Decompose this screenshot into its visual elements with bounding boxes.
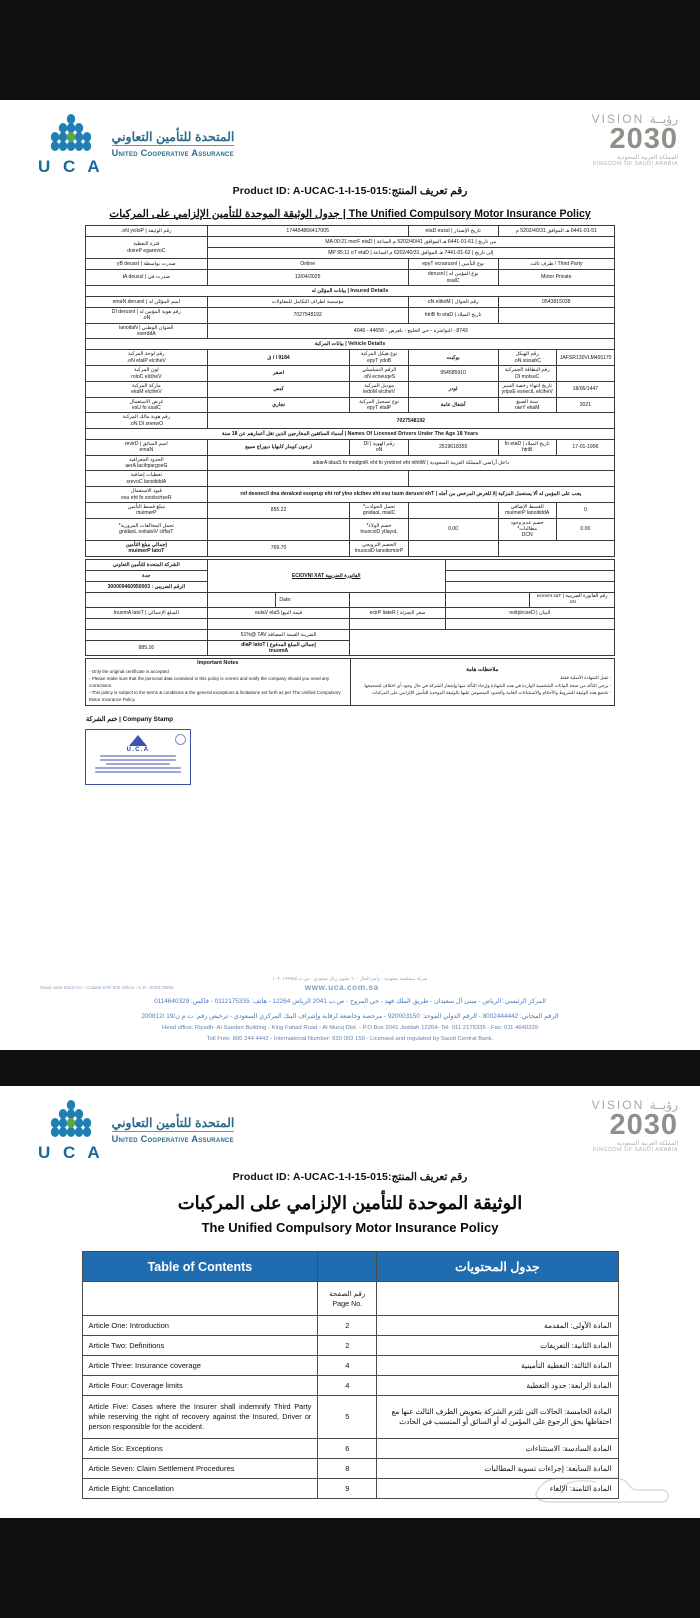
make-year-value: 2021 (556, 397, 614, 413)
toc-column-header-row (82, 1282, 618, 1316)
geographical-area-value: داخل أراضي المملكة العربية السعودية | Within the territory of the Kingdom of Saudi Arabia (207, 455, 614, 471)
list-item[interactable] (82, 1396, 618, 1439)
vision-2030-logo-2 (592, 1098, 678, 1153)
list-item[interactable] (82, 1458, 618, 1478)
tax-invoice-no-label: رقم الفاتورة الضريبية | Tax Invoice No. (530, 592, 615, 607)
loyalty-discount-value: 0.00 (408, 518, 498, 540)
policy-no-label: رقم الوثيقة | Policy No. (86, 226, 208, 237)
insured-mobile-label: رقم الجوال | Mobile No (408, 297, 498, 308)
stamp-triangle-icon (129, 735, 147, 746)
toc-entry-english: Article Eight: Cancellation (82, 1478, 318, 1498)
table-row (86, 471, 615, 487)
vision-word-arabic: رؤيــة (649, 1098, 678, 1112)
class-of-use-label: غرض الاستعمال Class of Use (86, 397, 208, 413)
toc-header-spacer (318, 1252, 377, 1282)
toc-entry-english: Article Two: Definitions (82, 1336, 318, 1356)
table-row (86, 308, 615, 324)
owner-id-value: 7027548192 (207, 413, 614, 429)
tax-data-3 (350, 618, 445, 629)
vision-word: VISION (591, 112, 645, 126)
issued-by-value: Online (207, 259, 408, 270)
chassis-no-value: JAFSR130VLM491170 (556, 350, 614, 366)
custom-id-label: رقم البطاقة الجمركية Custom ID (498, 366, 556, 382)
driver-name-value: ارجون كومار كابهايا ديوراج سبيع (207, 440, 350, 456)
note-item: - تخضع هذه الوثيقة للشروط والأحكام والاستثناءات العامة والحدود المنصوص عليها بالوثيقة الموحدة للتأمين الإلزامي على المركبات (372, 689, 611, 695)
footer-company-arabic: شركة مساهمة سعودية - رأس المال ٦٠٠ مليون ريال سعودي - س.ت ١٠٣٠١٧٩٩٥٥ (272, 976, 428, 982)
table-row (86, 350, 615, 366)
toc-col-blank-left (82, 1282, 318, 1316)
document-header-2 (0, 1086, 700, 1163)
table-row (86, 297, 615, 308)
policy-schedule-table (85, 225, 615, 556)
list-item[interactable] (82, 1376, 618, 1396)
footer-address-english-2: Toll Free: 800 244 4442 - International Number: 920 003 150 - Licensed and regulated by Saudi Central Bank. (206, 1036, 494, 1043)
table-row (86, 629, 615, 640)
toc-entry-english: Article Seven: Claim Settlement Procedures (82, 1458, 318, 1478)
note-item: - تقبل الشهادة الأصلية فقط (560, 675, 611, 681)
premium-label: مبلغ قسط التأمين Premium (86, 502, 208, 518)
policy-title-arabic: الوثيقة الموحدة للتأمين الإلزامي على المركبات (177, 1193, 523, 1213)
uca-logo-2 (38, 1098, 234, 1163)
toc-entry-english: Article One: Introduction (82, 1316, 318, 1336)
tax-invoice-no-blank-b (207, 592, 276, 607)
additional-premium-label: القسط الإضافي Additional Premium (498, 502, 556, 518)
table-row (86, 226, 615, 237)
page-no-arabic: رقم الصفحة (329, 1288, 366, 1298)
toc-entry-english: Article Three: Insurance coverage (82, 1356, 318, 1376)
insurance-type-label: نوع التأمين | Insurance Type (408, 259, 498, 270)
note-item: - Only the original certificate is accepted (89, 668, 169, 674)
promotional-discount-label: الخصم الترويجي Promotional Discount (350, 540, 408, 556)
toc-entry-page: 8 (318, 1458, 377, 1478)
toc-entry-arabic: المادة الثانية: التعريفات (377, 1336, 618, 1356)
stamp-text-line (106, 763, 170, 766)
table-row (86, 323, 615, 339)
note-item: - Please make sure that the personal data contained in this policy is correct and notify the company should you need any corrections. (89, 675, 330, 688)
insured-class-value: Motor Private (498, 270, 614, 286)
tax-invoice-table (85, 559, 615, 657)
issued-at-label: صدرت في | Issued At (86, 270, 208, 286)
toc-entry-arabic: المادة الثامنة: الإلغاء (377, 1478, 618, 1498)
sequence-no-label: الرقم التسلسلي Sequence No. (350, 366, 408, 382)
uca-abbreviation: U C A (38, 157, 104, 176)
tax-blank-3 (445, 581, 614, 592)
tax-data-2 (207, 618, 350, 629)
tax-col-total-amount: المبلغ الإجمالي | Total Amount (86, 607, 208, 618)
vehicle-details-section: بيانات المركبة | Vehicle Details (86, 339, 615, 350)
issued-at-value: 13/04/2025 (207, 270, 408, 286)
table-of-contents (82, 1251, 619, 1499)
issue-date-label: تاريخ الإصدار | Issue Date (408, 226, 498, 237)
driver-id-value: 2519618355 (408, 440, 498, 456)
total-premium-value: 769.70 (207, 540, 350, 556)
insured-class-label: نوع المؤمن له | Insured Class (408, 270, 498, 286)
page-no-english: Page No. (332, 1298, 363, 1308)
owner-id-label: رقم هوية مالك المركبة Owners ID No. (86, 413, 208, 429)
driver-id-label: رقم الهوية | ID No (350, 440, 408, 456)
vision-2030-logo (592, 112, 678, 167)
toc-header-row (82, 1252, 618, 1282)
plate-type-value: أشغال عامة (408, 397, 498, 413)
driver-name-label: اسم السائق | Driver Name (86, 440, 208, 456)
note-item: - يرجى التأكد من صحة البيانات الشخصية الواردة في هذه الشهادة وإرجاء التأكد منها وإشعار الشركة في حال وجود أي اختلاف لتصحيحها (364, 682, 611, 688)
vehicle-color-label: لون المركبة Vehicle Color (86, 366, 208, 382)
table-section-header (86, 429, 615, 440)
restrictions-value: يجب على المؤمن له ألا يستعمل المركبة إلا للغرض المرخص من أجله | The insured must use the vehicle only for the purpose declared and licensed for (207, 487, 614, 503)
notes-arabic-cell (350, 659, 615, 706)
table-row (86, 366, 615, 382)
license-expiry-value: 18/06/1447 (556, 381, 614, 397)
toc-entry-page: 4 (318, 1376, 377, 1396)
vehicle-make-label: ماركة المركبة Vehicle Make (86, 381, 208, 397)
company-stamp-label: ختم الشركة | Company Stamp (86, 715, 174, 723)
drivers-section: أسماء السائقين المخارجين الذين تقل أعمارهم عن 18 سنة | Names Of Licensed Drivers Under The Age 18 Years (86, 429, 615, 440)
brand-name-arabic: المتحدة للتأمين التعاوني (111, 1116, 235, 1131)
notes-title-english: Important Notes (197, 660, 239, 667)
tax-invoice-no-value (445, 592, 530, 607)
tax-col-sale-value: قيمة البيع| Sale Value (207, 607, 350, 618)
insured-id-value: 7027548192 (207, 308, 408, 324)
table-row (86, 502, 615, 518)
note-item: - This policy is subject to the terms & conditions & the general exceptions & limitations set forth as per The Unified Compulsory Motor Insurance Policy. (89, 689, 341, 702)
issued-by-label: صدرت بواسطة | Issued By (86, 259, 208, 270)
toc-entry-arabic: المادة السابعة: إجراءات تسوية المطالبات (377, 1458, 618, 1478)
vehicle-model-label: موديل المركبة Vehicle Model (350, 381, 408, 397)
stamp-text-line (100, 755, 176, 758)
toc-entry-english: Article Six: Exceptions (82, 1438, 318, 1458)
traffic-loading-label: تحمل المخالفات المرورية* Traffic Violation Loading (86, 518, 208, 540)
national-address-label: العنوان الوطني | National Address (86, 323, 208, 339)
policy-title-english: The Unified Compulsory Motor Insurance Policy (201, 1220, 499, 1235)
footer-address-english-1: Head office: Riyadh- Al Saedan Building - King Fahad Road - Al Muruj Dist. - P.O.Box 2041 Jeddah 12264- Tel: 011 2175335 - Fax: 011 4640329 (161, 1025, 539, 1032)
stamp-text-line (95, 767, 181, 769)
ncd-value: 0.00 (556, 518, 614, 540)
toc-entry-arabic: المادة الأولى: المقدمة (377, 1316, 618, 1336)
insurance-type-value: طرف ثالث / Third Party (498, 259, 614, 270)
table-row (86, 618, 615, 629)
table-section-header (86, 286, 615, 297)
coverage-period-label: فترة التغطية Coverage Period (86, 237, 208, 259)
vision-word: VISION (591, 1098, 645, 1112)
footer-company-english: Saudi Joint Stock Co. - Capital SAR 600 million - C.R. 4030179955 (40, 985, 174, 991)
toc-header-english: Table of Contents (82, 1252, 318, 1282)
notes-list-english (89, 669, 347, 704)
list-item[interactable] (82, 1316, 618, 1336)
brand-name-english: United Cooperative Assurance (111, 1133, 234, 1144)
geographical-area-label: الحدود الجغرافية Geographical Area (86, 455, 208, 471)
insured-id-label: رقم هوية المؤمن له | Insured ID No. (86, 308, 208, 324)
tax-data-4 (445, 618, 614, 629)
table-row (86, 413, 615, 429)
body-type-value: بوكبت (408, 350, 498, 366)
notes-title-arabic: ملاحظات هامة (466, 667, 499, 674)
product-id: Product ID: A-UCAC-1-I-15-015:رقم تعريف المنتج (232, 185, 468, 197)
claim-loading-value (408, 502, 498, 518)
national-address-value: 3478 - البواشرة - حي الخليج - بلعرض - 65644 - 6404 (207, 323, 614, 339)
toc-entry-arabic: المادة الخامسة: الحالات التي تلتزم الشركة بتعويض الطرف الثالث عنها مع احتفاظها بحق الرجوع على المؤمن له أو السائق أو المتسبب في الحادث (377, 1396, 618, 1439)
toc-entry-page: 5 (318, 1396, 377, 1439)
chassis-no-label: رقم الهيكل Chassis No. (498, 350, 556, 366)
class-of-use-value: تجاري (207, 397, 350, 413)
vision-word-arabic: رؤيــة (649, 112, 678, 126)
page-footer (0, 976, 700, 1044)
table-row (86, 607, 615, 618)
custom-id-value (556, 366, 614, 382)
tax-col-retail-price: سعر التجزئة | Retail Price (350, 607, 445, 618)
toc-entry-arabic: المادة الرابعة: حدود التغطية (377, 1376, 618, 1396)
tax-vat-value (86, 629, 208, 640)
product-id-2: Product ID: A-UCAC-1-I-15-015:رقم تعريف المنتج (232, 1171, 468, 1183)
footer-address-arabic-2: الرقم المجاني: 8002444442 - الرقم الدولي الموحد: 920003150 - مرخصة وخاضعة لرقابة وإشراف البنك المركزي السعودي - ترخيص رقم: ت م ن/19 /200812 (141, 1013, 559, 1021)
toc-entry-page: 6 (318, 1438, 377, 1458)
toc-entry-page: 2 (318, 1336, 377, 1356)
table-row (86, 270, 615, 286)
make-year-label: سنة الصنع Make Year (498, 397, 556, 413)
additional-covers-value-a (207, 471, 408, 487)
uca-abbreviation: U C A (38, 1143, 104, 1162)
traffic-loading-value (207, 518, 350, 540)
notes-list-arabic (354, 675, 612, 696)
tax-date-label: Date: (276, 592, 350, 607)
insured-mobile-value: 0543815038 (498, 297, 614, 308)
toc-entry-page: 9 (318, 1478, 377, 1498)
table-row (86, 559, 615, 570)
footer-address-arabic-1: المركز الرئيسي: الرياض - مبنى آل سعيدان - طريق الملك فهد - حي المروج - ص.ب 2041 الرياض 12264 - هاتف: 0112175335 - فاكس: 0114640329 (154, 998, 546, 1006)
ncd-label: خصم عدم وجود مطالبات* NCD (498, 518, 556, 540)
document-header (0, 100, 700, 177)
premium-blank-cell (498, 540, 614, 556)
vehicle-plate-value: 4819 ا ا ق (207, 350, 350, 366)
page-separator (0, 1050, 700, 1086)
toc-entry-page: 4 (318, 1356, 377, 1376)
toc-col-page-no (318, 1282, 377, 1316)
vehicle-plate-label: رقم لوحة المركبة Vehicle Plate No. (86, 350, 208, 366)
vehicle-color-value: اصفر (207, 366, 350, 382)
table-row (86, 592, 615, 607)
table-row (86, 540, 615, 556)
loyalty-discount-label: خصم الولاء* Loyalty Discount (350, 518, 408, 540)
table-section-header (86, 339, 615, 350)
toc-col-blank-right (377, 1282, 618, 1316)
toc-header-arabic: جدول المحتويات (377, 1252, 618, 1282)
important-notes-table (85, 658, 615, 706)
toc-entry-page: 2 (318, 1316, 377, 1336)
insured-name-value: مؤسسة اطراف التكامل للمقاولات (207, 297, 408, 308)
vision-kingdom-arabic: المملكة العربية السعودية (616, 1140, 678, 1147)
claim-loading-label: تحمل الحوادث* Claim Loading (350, 502, 408, 518)
total-premium-label: إجمالي مبلغ التأمين Total Premium (86, 540, 208, 556)
toc-entry-english: Article Four: Coverage limits (82, 1376, 318, 1396)
tax-blank-1 (445, 559, 614, 570)
footer-website[interactable]: www.uca.com.sa (304, 983, 379, 993)
page-title: جدول الوثيقة الموحدة للتأمين الإلزامي على المركبات | The Unified Compulsory Motor Insurance Policy (109, 208, 591, 220)
list-item[interactable] (82, 1438, 618, 1458)
additional-covers-value-b (408, 471, 614, 487)
plate-type-label: نوع تسجيل المركبة Plate Type (350, 397, 408, 413)
toc-entry-arabic: المادة السادسة: الاستثناءات (377, 1438, 618, 1458)
tax-col-description: البيان | Description (445, 607, 614, 618)
tax-total-paid-label: إجمالي المبلغ المدفوع | Total Paid Amount (207, 640, 350, 656)
tax-invoice-no-blank-a (86, 592, 208, 607)
tax-date-value (350, 592, 445, 607)
table-row (86, 659, 615, 706)
tax-city: جدة (86, 570, 208, 581)
vision-number: 2030 (609, 123, 678, 155)
brand-name-english: United Cooperative Assurance (111, 147, 234, 158)
vision-kingdom-arabic: المملكة العربية السعودية (616, 154, 678, 161)
restrictions-label: قيود الاستعمال Restrictions of the use (86, 487, 208, 503)
insured-dob-label: تاريخ الميلاد | Date of Birth (408, 308, 498, 324)
uca-droplet-mark-icon (48, 112, 94, 156)
body-type-label: نوع هيكل المركبة Body Type (350, 350, 408, 366)
additional-premium-value: 0 (556, 502, 614, 518)
brand-name-arabic: المتحدة للتأمين التعاوني (111, 130, 235, 145)
tax-data-1 (86, 618, 208, 629)
company-stamp (85, 729, 191, 785)
stamp-text-line (100, 759, 176, 762)
insured-name-label: اسم المؤمَّن له | Insured Name (86, 297, 208, 308)
table-row (86, 237, 615, 248)
tax-invoice-title: الفاتورة الضريبية TAX INVOICE (207, 559, 445, 592)
tax-vat-label: الضريبة القيمة المضافة VAT @%15 (207, 629, 350, 640)
table-row (86, 440, 615, 456)
tax-blank-2 (445, 570, 614, 581)
vision-kingdom-english: KINGDOM OF SAUDI ARABIA (592, 1146, 678, 1153)
insured-details-section: بيانات المؤمَّن له | Insured Details (86, 286, 615, 297)
vision-kingdom-english: KINGDOM OF SAUDI ARABIA (592, 160, 678, 167)
notes-english-cell (86, 659, 351, 706)
toc-entry-english: Article Five: Cases where the Insurer shall indemnify Third Party while reserving the right of recovery against the Insured, Driver or person responsible for the accident. (82, 1396, 318, 1439)
table-row (86, 397, 615, 413)
table-row (86, 518, 615, 540)
list-item[interactable] (82, 1356, 618, 1376)
policy-no-value: 174454866417005 (207, 226, 408, 237)
toc-entry-arabic: المادة الثالثة: التغطية التأمينية (377, 1356, 618, 1376)
table-row (86, 487, 615, 503)
tax-total-paid-value: 885.16 (86, 640, 208, 656)
uca-logo (38, 112, 234, 177)
license-expiry-label: تاريخ انتهاء رخصة السير Vehicle License Expiry (498, 381, 556, 397)
stamp-abbreviation: U.C.A (126, 746, 150, 753)
driver-dob-value: 17-01-1996 (556, 440, 614, 456)
list-item[interactable] (82, 1478, 618, 1498)
premium-value: 855.22 (207, 502, 350, 518)
driver-dob-label: تاريخ الميلاد | Date of Birth (498, 440, 556, 456)
insured-dob-value (498, 308, 614, 324)
stamp-text-line (95, 771, 181, 773)
uca-droplet-mark-icon (48, 1098, 94, 1142)
additional-covers-label: تغطيات إضافية Additional Covers (86, 471, 208, 487)
vehicle-model-value: لودر (408, 381, 498, 397)
vehicle-make-value: كبس (207, 381, 350, 397)
sequence-no-value: 954585910 (408, 366, 498, 382)
table-row (86, 455, 615, 471)
coverage-date-to: إلى تاريخ | 26-10-1447 هـ الموافق 13/04/2026 م الساعة | Date To 11:59 PM (207, 248, 614, 259)
coverage-date-from: من تاريخ | 16-10-1446 هـ الموافق 14/04/2025 م الساعة | Date From 12:00 AM (207, 237, 614, 248)
vision-number: 2030 (609, 1109, 678, 1141)
tax-footer-blank (350, 629, 615, 656)
promotional-discount-value (408, 540, 498, 556)
policy-toc-page (0, 1086, 700, 1518)
tax-vat-number: الرقم الضريبي : 300059064900003 (86, 581, 208, 592)
table-row (86, 259, 615, 270)
table-row (86, 381, 615, 397)
list-item[interactable] (82, 1336, 618, 1356)
stamp-seal-icon (175, 734, 186, 745)
policy-schedule-page (0, 100, 700, 1050)
tax-company-name: الشركة المتحدة للتأمين التعاوني (86, 559, 208, 570)
issue-date-value: 15-10-1446 هـ الموافق 13/04/2025 م (498, 226, 614, 237)
